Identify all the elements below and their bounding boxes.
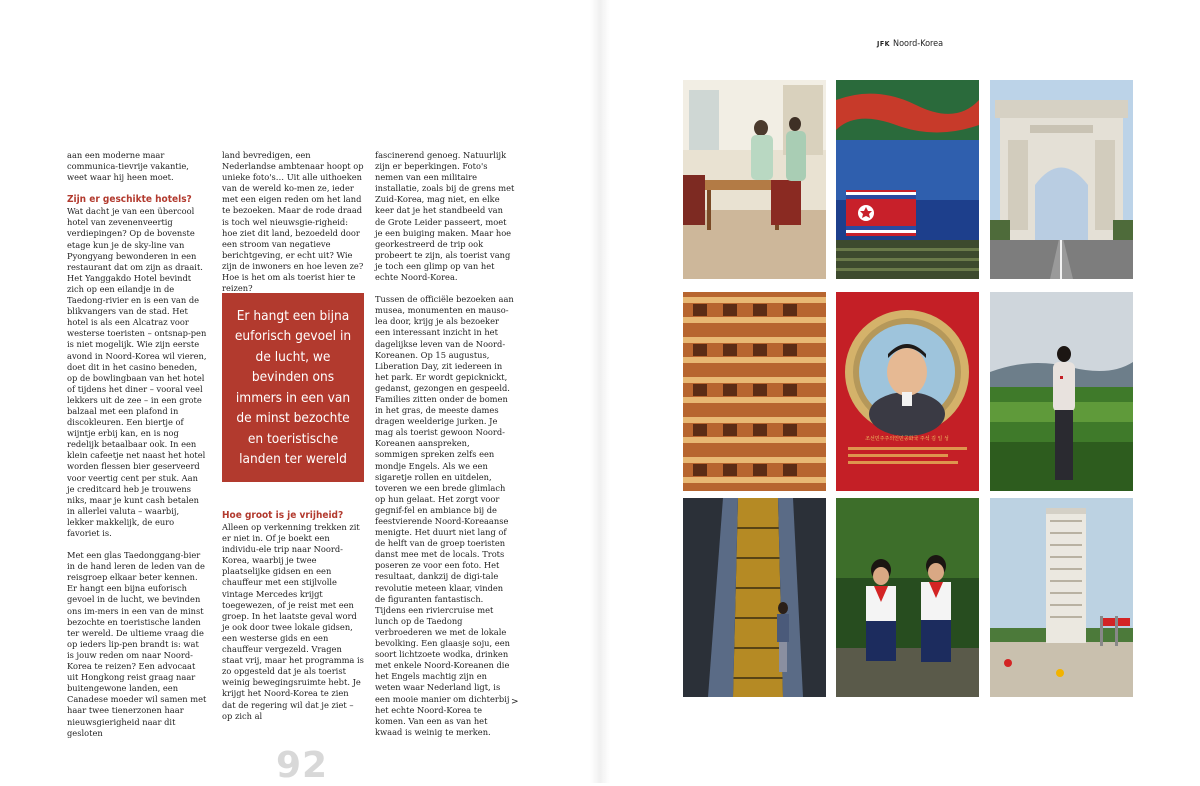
page-number: 92 xyxy=(276,745,329,786)
text-column-3 xyxy=(375,150,515,738)
photo-schoolgirls xyxy=(836,498,979,697)
photo-leader-portrait xyxy=(836,292,979,491)
continue-arrow: > xyxy=(511,697,519,707)
photo-apartment-building xyxy=(683,292,826,491)
curiosity-paragraph: land bevredigen, een Nederlandse ambtenaar hoopt op unieke foto's… Uit alle uithoeken van de wereld ko-men ze, ieder met een eigen reden om het land te bezoeken. Maar de rode draad is toch wel nieuwsgie-righeid: hoe ziet dit land, bezoedeld door een stroom van negatieve berichtgeving, er echt uit? Wie zijn de inwoners en hoe leven ze? Hoe is het om als toerist hier te reizen? xyxy=(222,150,364,294)
photo-woman-in-field xyxy=(990,292,1133,491)
section-heading-hotels: Zijn er geschikte hotels? xyxy=(67,194,192,206)
freedom-paragraph: Alleen op verkenning trekken zit er niet in. Of je boekt een individu-ele trip naar Noord-Korea, waarbij je twee plaatselijke gidsen en een chauffeur met een stijlvolle vintage Mercedes krijgt toegewezen, of je reist met een groep. In het laatste geval word je ook door twee lokale gidsen, een westerse gids en een chauffeur vergezeld. Vragen staat vrij, maar het programma is zo opgesteld dat je als toerist weinig bewegingsruimte hebt. Je krijgt het Noord-Korea te zien dat de regering wil dat je ziet – op zich al xyxy=(222,522,364,721)
daily-life-paragraph: Tussen de officiële bezoeken aan musea, monumenten en mauso-lea door, krijg je als bezoeker een interessant inzicht in het dagelijkse leven van de Noord-Koreanen. Op 15 augustus, Liberation Day, zit iedereen in het park. Er wordt gepicknickt, gedanst, gezongen en gespeeld. Families zitten onder de bomen in het gras, de meeste dames dragen weelderige jurken. Je mag als toerist gewoon Noord-Koreanen aanspreken, sommigen spreken zelfs een mondje Engels. Als we een sigaretje rollen en uitdelen, toveren we een brede glimlach op hun gelaat. Het zorgt voor gegnif-fel en ambiance bij de feestvierende Noord-Koreaanse menigte. Het duurt niet lang of de helft van de groep toeristen danst mee met de locals. Trots poseren ze voor een foto. Het resultaat, dankzij de digi-tale revolutie meteen klaar, vinden de figuranten fantastisch. Tijdens een riviercruise met lunch op de Taedong verbroederen we met de lokale bevolking. Een glaasje soju, een soort lichtzoete wodka, drinken met enkele Noord-Koreanen die het Engels machtig zijn en weten waar Nederland ligt, is een mooie manier om dichterbij het echte Noord-Korea te komen. Van een as van het kwaad is weinig te merken. xyxy=(375,294,514,737)
group-paragraph: Met een glas Taedonggang-bier in de hand leren de leden van de reisgroep elkaar beter kennen. Er hangt een bijna euforisch gevoel in de lucht, we bevinden ons im-mers in een van de minst bezochte en toeristische landen ter wereld. De ultieme vraag die op ieders lip-pen brandt is: wat is jouw reden om naar Noord-Korea te reizen? Een advocaat uit Hongkong reist graag naar buitengewone landen, een Canadese moeder wil samen met haar twee tienerzonen haar nieuwsgierigheid naar dit gesloten xyxy=(67,550,207,738)
photo-arch-of-triumph xyxy=(990,80,1133,279)
spine-gutter xyxy=(590,0,610,783)
pull-quote xyxy=(222,293,364,482)
text-column-2 xyxy=(222,150,364,294)
restrictions-paragraph: fascinerend genoeg. Natuurlijk zijn er beperkingen. Foto's nemen van een militaire installatie, zoals bij de grens met Zuid-Korea, mag niet, en elke keer dat je het standbeeld van de Grote Leider passeert, moet je een buiging maken. Maar hoe georkestreerd de trip ook probeert te zijn, als toerist vang je toch een glimp op van het echte Noord-Korea. xyxy=(375,150,515,283)
photo-metro-escalator xyxy=(683,498,826,697)
photo-hotel-staff xyxy=(683,80,826,279)
hotels-paragraph: Wat dacht je van een übercool hotel van zevenenveertig verdiepingen? Op de bovenste etage kun je de sky-line van Pyongyang bewonderen in een restaurant dat om zijn as draait. Het Yanggakdo Hotel bevindt zich op een eilandje in de Taedong-rivier en is een van de blikvangers van de stad. Het hotel is als een Alcatraz voor westerse toeristen – ontsnap-pen is niet mogelijk. Wie zijn eerste avond in Noord-Korea wil vieren, doet dit in het casino beneden, op de bowlingbaan van het hotel of tijdens het diner – vooral veel lekkers uit de zee – in een grote balzaal met een plafond in discokleuren. Een biertje of wijntje erbij kan, en is nog redelijk betaalbaar ook. In een klein cafeetje net naast het hotel worden flessen bier geserveerd voor veertig cent per stuk. Aan je creditcard heb je trouwens niks, maar je kunt cash betalen in allerlei valuta – waarbij, lekker makkelijk, de euro favoriet is. xyxy=(67,206,207,538)
photo-mass-games-flag xyxy=(836,80,979,279)
portrait-caption: 조선민주주의인민공화국 주석 김 일 성 xyxy=(865,436,949,442)
section-heading-freedom: Hoe groot is je vrijheid? xyxy=(222,510,344,521)
section-title: Noord-Korea xyxy=(893,39,944,49)
running-header xyxy=(877,39,943,49)
text-column-2-lower xyxy=(222,510,364,722)
text-column-1 xyxy=(67,150,207,739)
brand-logo: JFK xyxy=(877,40,891,48)
intro-paragraph: aan een moderne maar communica-tievrije vakantie, weet waar hij heen moet. xyxy=(67,150,189,183)
photo-tower-block xyxy=(990,498,1133,697)
pull-quote-text: Er hangt een bijna euforisch gevoel in de lucht, we bevinden ons immers in een van de minst bezochte en toeristische landen ter wereld xyxy=(234,307,352,467)
